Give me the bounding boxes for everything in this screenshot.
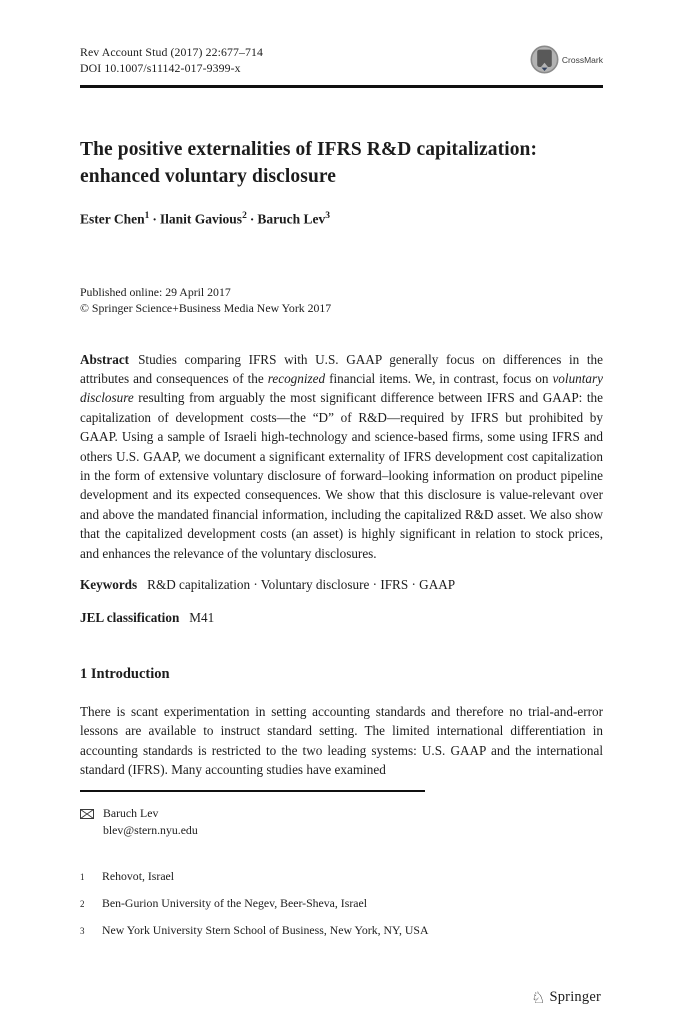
affiliation-number: 3 — [80, 926, 85, 937]
springer-knight-icon: ♘ — [531, 987, 546, 1007]
affiliation-item — [80, 868, 603, 886]
keywords-label: Keywords — [80, 576, 138, 592]
affiliation-number: 1 — [80, 872, 85, 883]
correspondence-block — [80, 805, 603, 839]
correspondent-email-row — [103, 822, 603, 839]
affiliation-number: 2 — [80, 899, 85, 910]
abstract-label: Abstract — [80, 351, 130, 367]
author-name: Baruch Lev — [257, 211, 326, 227]
affiliation-item — [80, 895, 603, 913]
abstract-text-segment: Studies comparing IFRS with U.S. GAAP generally focus on differences in the attributes and consequences of the — [80, 351, 603, 386]
page-title — [80, 137, 603, 190]
keywords-value: R&D capitalization · Voluntary disclosure · IFRS · GAAP — [147, 576, 456, 592]
author-affil-ref: 3 — [325, 211, 330, 221]
publisher-logo — [531, 989, 601, 1006]
envelope-icon — [80, 809, 94, 819]
author-separator: · — [152, 211, 157, 227]
author-name: Ilanit Gavious — [159, 211, 243, 227]
affiliation-text: Ben-Gurion University of the Negev, Beer-Sheva, Israel — [102, 896, 367, 911]
affiliation-text: Rehovot, Israel — [102, 869, 175, 884]
section-heading-introduction: 1 Introduction — [80, 665, 170, 682]
abstract-paragraph — [80, 350, 603, 563]
author-list — [80, 211, 603, 228]
abstract-text-segment: financial items. We, in contrast, focus on — [325, 370, 553, 386]
abstract-text-segment: resulting from arguably the most significant difference between IFRS and GAAP: the capitalization of development costs—the “D” of R&D—required by IFRS but prohibited by GAAP. Using a sample of Israeli high-technology and science-based firms, some using IFRS and others U.S. GAAP, we document a significant externality of IFRS development cost capitalization in the form of extensive voluntary disclosure of forward–looking information on product pipeline development and its expected consequences. We show that this disclosure is value-relevant over and above the mandated financial information, including the capitalized R&D asset. We also show that the capitalized development costs (an asset) is highly significant in relation to stock prices, and enhances the relevance of the voluntary disclosures. — [80, 390, 603, 561]
jel-value: M41 — [189, 609, 215, 625]
author-name: Ester Chen — [80, 211, 145, 227]
author-affil-ref: 1 — [144, 211, 150, 221]
abstract-text-italic: voluntary disclosure — [80, 370, 603, 406]
doi: DOI 10.1007/s11142-017-9399-x — [80, 61, 241, 75]
correspondent-email-link[interactable]: blev@stern.nyu.edu — [103, 823, 198, 838]
jel-label: JEL classification — [80, 609, 180, 625]
citation-block — [80, 44, 263, 76]
publisher-name: Springer — [549, 989, 601, 1005]
affiliation-item — [80, 922, 603, 940]
journal-ref: Rev Account Stud (2017) 22:677–714 — [80, 45, 263, 59]
author-separator: · — [249, 211, 255, 227]
correspondent-name: Baruch Lev — [103, 806, 159, 821]
affiliation-list — [80, 868, 603, 940]
header-rule — [80, 85, 603, 88]
footnote-rule — [80, 790, 425, 793]
crossmark-badge[interactable] — [530, 45, 603, 74]
keywords-line — [80, 577, 603, 593]
jel-line — [80, 610, 603, 626]
abstract-text-italic: recognized — [267, 370, 326, 386]
introduction-paragraph: There is scant experimentation in setting accounting standards and therefore no trial-and-error lessons are available to instruct standard setting. The limited international differentiation in accounting standards is restricted to the two leading systems: U.S. GAAP and the international standard (IFRS). Many accounting studies have examined — [80, 703, 603, 778]
title-line-2: enhanced voluntary disclosure — [80, 165, 337, 187]
published-online-date: Published online: 29 April 2017 — [80, 284, 231, 299]
publication-info — [80, 284, 603, 317]
author-affil-ref: 2 — [242, 211, 247, 221]
copyright-line: © Springer Science+Business Media New York 2017 — [80, 301, 332, 315]
title-line-1: The positive externalities of IFRS R&D capitalization: — [80, 139, 538, 160]
correspondent-row — [80, 805, 603, 822]
crossmark-label: CrossMark — [561, 54, 603, 65]
affiliation-text: New York University Stern School of Business, New York, NY, USA — [102, 923, 429, 938]
crossmark-icon — [530, 45, 559, 74]
page-header — [80, 0, 603, 76]
